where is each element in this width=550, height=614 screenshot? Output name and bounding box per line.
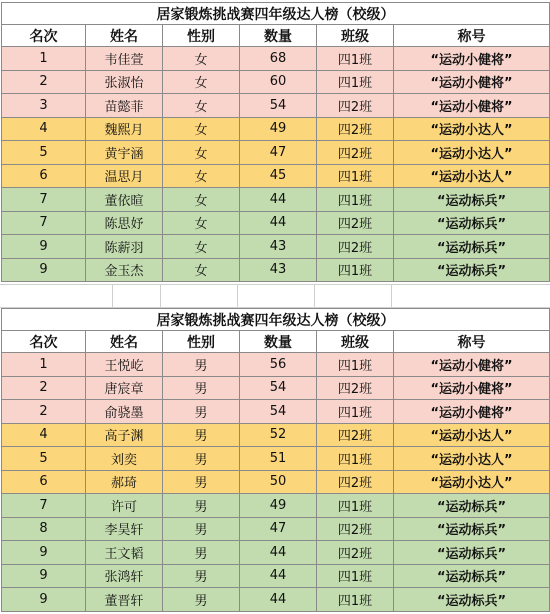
count-cell: 43 bbox=[240, 258, 317, 282]
gender-cell: 男 bbox=[163, 353, 240, 377]
name-cell: 高子渊 bbox=[86, 423, 163, 447]
class-cell: 四2班 bbox=[317, 470, 394, 494]
class-cell: 四1班 bbox=[317, 353, 394, 377]
name-cell: 许可 bbox=[86, 494, 163, 518]
gender-cell: 男 bbox=[163, 423, 240, 447]
blank-spreadsheet-row bbox=[0, 284, 550, 308]
name-cell: 郝琦 bbox=[86, 470, 163, 494]
name-cell: 陈薪羽 bbox=[86, 235, 163, 259]
table-title: 居家锻炼挑战赛四年级达人榜（校级） bbox=[2, 309, 550, 331]
gender-cell: 女 bbox=[163, 258, 240, 282]
table-row bbox=[2, 541, 550, 565]
gender-cell: 女 bbox=[163, 94, 240, 118]
name-cell: 苗懿菲 bbox=[86, 94, 163, 118]
honor-cell: “运动小达人” bbox=[394, 164, 550, 188]
gender-cell: 男 bbox=[163, 376, 240, 400]
count-cell: 45 bbox=[240, 164, 317, 188]
gender-cell: 男 bbox=[163, 400, 240, 424]
table-row bbox=[2, 494, 550, 518]
name-cell: 魏熙月 bbox=[86, 117, 163, 141]
class-cell: 四2班 bbox=[317, 94, 394, 118]
name-cell: 韦佳萱 bbox=[86, 47, 163, 71]
class-cell: 四1班 bbox=[317, 447, 394, 471]
boys-ranking-table bbox=[1, 308, 550, 612]
count-cell: 54 bbox=[240, 400, 317, 424]
class-cell: 四1班 bbox=[317, 164, 394, 188]
count-cell: 60 bbox=[240, 70, 317, 94]
class-cell: 四1班 bbox=[317, 188, 394, 212]
honor-cell: “运动小健将” bbox=[394, 47, 550, 71]
table-row bbox=[2, 470, 550, 494]
count-cell: 44 bbox=[240, 211, 317, 235]
table-row bbox=[2, 188, 550, 212]
table-row bbox=[2, 376, 550, 400]
table-row bbox=[2, 564, 550, 588]
count-cell: 54 bbox=[240, 94, 317, 118]
table-row bbox=[2, 423, 550, 447]
rank-cell: 7 bbox=[2, 211, 86, 235]
count-cell: 43 bbox=[240, 235, 317, 259]
class-cell: 四2班 bbox=[317, 141, 394, 165]
rank-cell: 2 bbox=[2, 400, 86, 424]
table-row bbox=[2, 141, 550, 165]
rank-cell: 9 bbox=[2, 258, 86, 282]
count-cell: 49 bbox=[240, 494, 317, 518]
honor-cell: “运动小达人” bbox=[394, 447, 550, 471]
rank-cell: 8 bbox=[2, 517, 86, 541]
honor-cell: “运动标兵” bbox=[394, 541, 550, 565]
count-cell: 54 bbox=[240, 376, 317, 400]
table-row bbox=[2, 517, 550, 541]
count-cell: 44 bbox=[240, 188, 317, 212]
header-row bbox=[2, 331, 550, 353]
table-row bbox=[2, 211, 550, 235]
class-cell: 四2班 bbox=[317, 376, 394, 400]
gender-cell: 男 bbox=[163, 588, 240, 612]
column-header: 姓名 bbox=[86, 331, 163, 353]
rank-cell: 9 bbox=[2, 588, 86, 612]
header-row bbox=[2, 25, 550, 47]
rank-cell: 2 bbox=[2, 376, 86, 400]
column-header: 名次 bbox=[2, 25, 86, 47]
honor-cell: “运动小达人” bbox=[394, 141, 550, 165]
column-header: 称号 bbox=[394, 331, 550, 353]
honor-cell: “运动小健将” bbox=[394, 94, 550, 118]
gender-cell: 女 bbox=[163, 141, 240, 165]
honor-cell: “运动标兵” bbox=[394, 564, 550, 588]
class-cell: 四2班 bbox=[317, 235, 394, 259]
rank-cell: 6 bbox=[2, 164, 86, 188]
table-row bbox=[2, 164, 550, 188]
table-row bbox=[2, 258, 550, 282]
class-cell: 四1班 bbox=[317, 70, 394, 94]
name-cell: 刘奕 bbox=[86, 447, 163, 471]
girls-ranking-sheet bbox=[0, 2, 550, 282]
count-cell: 68 bbox=[240, 47, 317, 71]
girls-ranking-table bbox=[1, 2, 550, 282]
count-cell: 47 bbox=[240, 141, 317, 165]
honor-cell: “运动小健将” bbox=[394, 376, 550, 400]
count-cell: 52 bbox=[240, 423, 317, 447]
class-cell: 四2班 bbox=[317, 211, 394, 235]
rank-cell: 1 bbox=[2, 353, 86, 377]
name-cell: 张淑怡 bbox=[86, 70, 163, 94]
rank-cell: 5 bbox=[2, 141, 86, 165]
class-cell: 四2班 bbox=[317, 423, 394, 447]
honor-cell: “运动标兵” bbox=[394, 588, 550, 612]
class-cell: 四2班 bbox=[317, 541, 394, 565]
class-cell: 四2班 bbox=[317, 117, 394, 141]
count-cell: 44 bbox=[240, 588, 317, 612]
honor-cell: “运动小达人” bbox=[394, 470, 550, 494]
table-row bbox=[2, 588, 550, 612]
column-header: 数量 bbox=[240, 25, 317, 47]
table-row bbox=[2, 353, 550, 377]
count-cell: 47 bbox=[240, 517, 317, 541]
column-header: 名次 bbox=[2, 331, 86, 353]
gender-cell: 男 bbox=[163, 470, 240, 494]
rank-cell: 4 bbox=[2, 423, 86, 447]
rank-cell: 4 bbox=[2, 117, 86, 141]
honor-cell: “运动小健将” bbox=[394, 400, 550, 424]
gender-cell: 男 bbox=[163, 447, 240, 471]
class-cell: 四1班 bbox=[317, 564, 394, 588]
honor-cell: “运动小健将” bbox=[394, 70, 550, 94]
rank-cell: 1 bbox=[2, 47, 86, 71]
table-row bbox=[2, 235, 550, 259]
gender-cell: 男 bbox=[163, 494, 240, 518]
honor-cell: “运动小健将” bbox=[394, 353, 550, 377]
table-row bbox=[2, 400, 550, 424]
rank-cell: 5 bbox=[2, 447, 86, 471]
class-cell: 四1班 bbox=[317, 588, 394, 612]
name-cell: 黄宇涵 bbox=[86, 141, 163, 165]
class-cell: 四1班 bbox=[317, 494, 394, 518]
class-cell: 四2班 bbox=[317, 517, 394, 541]
name-cell: 王悦屹 bbox=[86, 353, 163, 377]
column-header: 性别 bbox=[163, 331, 240, 353]
column-header: 性别 bbox=[163, 25, 240, 47]
name-cell: 王文韬 bbox=[86, 541, 163, 565]
rank-cell: 7 bbox=[2, 188, 86, 212]
name-cell: 董依暄 bbox=[86, 188, 163, 212]
rank-cell: 3 bbox=[2, 94, 86, 118]
count-cell: 56 bbox=[240, 353, 317, 377]
gender-cell: 女 bbox=[163, 235, 240, 259]
table-row bbox=[2, 117, 550, 141]
name-cell: 俞骁墨 bbox=[86, 400, 163, 424]
class-cell: 四1班 bbox=[317, 400, 394, 424]
name-cell: 唐宸章 bbox=[86, 376, 163, 400]
name-cell: 董晋轩 bbox=[86, 588, 163, 612]
table-row bbox=[2, 47, 550, 71]
gender-cell: 男 bbox=[163, 517, 240, 541]
boys-ranking-sheet bbox=[0, 308, 550, 612]
column-header: 姓名 bbox=[86, 25, 163, 47]
table-row bbox=[2, 70, 550, 94]
honor-cell: “运动标兵” bbox=[394, 517, 550, 541]
gender-cell: 女 bbox=[163, 164, 240, 188]
gender-cell: 男 bbox=[163, 541, 240, 565]
name-cell: 陈思妤 bbox=[86, 211, 163, 235]
column-header: 数量 bbox=[240, 331, 317, 353]
name-cell: 金玉杰 bbox=[86, 258, 163, 282]
count-cell: 50 bbox=[240, 470, 317, 494]
rank-cell: 9 bbox=[2, 541, 86, 565]
count-cell: 44 bbox=[240, 564, 317, 588]
honor-cell: “运动标兵” bbox=[394, 188, 550, 212]
honor-cell: “运动小达人” bbox=[394, 423, 550, 447]
name-cell: 温思月 bbox=[86, 164, 163, 188]
gender-cell: 女 bbox=[163, 117, 240, 141]
table-row bbox=[2, 447, 550, 471]
rank-cell: 9 bbox=[2, 235, 86, 259]
honor-cell: “运动标兵” bbox=[394, 211, 550, 235]
gender-cell: 女 bbox=[163, 47, 240, 71]
rank-cell: 2 bbox=[2, 70, 86, 94]
rank-cell: 7 bbox=[2, 494, 86, 518]
column-header: 班级 bbox=[317, 25, 394, 47]
name-cell: 李昊轩 bbox=[86, 517, 163, 541]
column-header: 班级 bbox=[317, 331, 394, 353]
rank-cell: 9 bbox=[2, 564, 86, 588]
honor-cell: “运动标兵” bbox=[394, 258, 550, 282]
gender-cell: 男 bbox=[163, 564, 240, 588]
class-cell: 四1班 bbox=[317, 47, 394, 71]
count-cell: 51 bbox=[240, 447, 317, 471]
name-cell: 张鸿轩 bbox=[86, 564, 163, 588]
column-header: 称号 bbox=[394, 25, 550, 47]
gender-cell: 女 bbox=[163, 211, 240, 235]
gender-cell: 女 bbox=[163, 70, 240, 94]
table-title: 居家锻炼挑战赛四年级达人榜（校级） bbox=[2, 3, 550, 25]
gender-cell: 女 bbox=[163, 188, 240, 212]
honor-cell: “运动标兵” bbox=[394, 494, 550, 518]
count-cell: 44 bbox=[240, 541, 317, 565]
table-row bbox=[2, 94, 550, 118]
honor-cell: “运动标兵” bbox=[394, 235, 550, 259]
honor-cell: “运动小达人” bbox=[394, 117, 550, 141]
rank-cell: 6 bbox=[2, 470, 86, 494]
class-cell: 四1班 bbox=[317, 258, 394, 282]
count-cell: 49 bbox=[240, 117, 317, 141]
